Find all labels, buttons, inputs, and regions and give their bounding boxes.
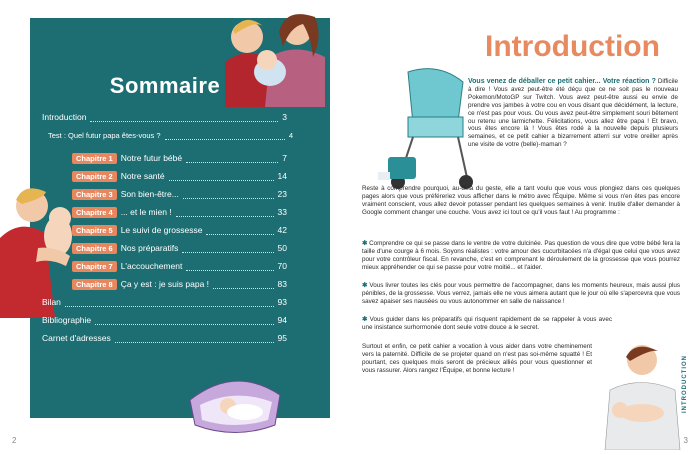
toc-row-chapitre-8[interactable] xyxy=(72,276,287,292)
toc-leader xyxy=(65,298,274,307)
paragraph-2: Reste à comprendre pourquoi, au-delà du geste, elle a tant voulu que vous vous plongiez dans ces quelques pages alors que vous préféreriez vous afficher dans le métro avec l'Équipe. Même si vous n'en êtes pas encore vraiment conscient, vous allez devoir potasser pendant les quelques semaines à venir. Inutile d'aller demander à Google comment changer une couche. Vous avez ici tout ce qu'il vous faut ! Au programme : xyxy=(362,185,680,216)
toc-row-bibliographie[interactable] xyxy=(42,312,287,328)
bullet-2 xyxy=(362,282,680,306)
bullet-1 xyxy=(362,240,680,272)
toc-row-chapitre-3[interactable] xyxy=(72,186,287,202)
stroller-illustration xyxy=(378,62,478,192)
asterisk-icon: ✱ xyxy=(362,282,370,289)
page-number-left: 2 xyxy=(12,436,17,445)
side-section-label: INTRODUCTION xyxy=(682,355,688,413)
toc-label: Notre futur bébé xyxy=(120,153,183,163)
toc-label: Introduction xyxy=(42,112,87,122)
chapter-badge: Chapitre 5 xyxy=(72,225,117,236)
toc-leader xyxy=(206,226,273,235)
toc-leader xyxy=(176,208,274,217)
toc-label: Bilan xyxy=(42,297,61,307)
toc-label: Carnet d'adresses xyxy=(42,333,111,343)
baby-bassinet-illustration xyxy=(180,370,290,440)
toc-label: Son bien-être... xyxy=(120,189,179,199)
toc-page: 23 xyxy=(277,189,287,199)
toc-leader xyxy=(186,154,278,163)
bullet-1-text: Comprendre ce qui se passe dans le ventre de votre dulcinée. Pas question de vous dire que votre bébé fera la taille d'une courge à 6 mois. Soyons réalistes : votre amour des cucurbitacées n'a d'égal que celui que vous avez pour votre contrôleur fiscal. En revanche, c'est en comprenant le déroulement de la grossesse que vous pourrez mieux appréhender ce qui se passe pour votre moitié... et l'aider. xyxy=(362,240,680,271)
side-section-tab xyxy=(682,355,692,415)
toc-page: 50 xyxy=(277,243,287,253)
chapter-badge: Chapitre 3 xyxy=(72,189,117,200)
toc-row-chapitre-6[interactable] xyxy=(72,240,287,256)
paragraph-1: Difficile à dire ! Vous avez peut-être été déçu que ce ne soit pas le nouveau Pokemon/MotoGP sur Twitch. Vous avez peut-être aussi eu envie de prendre vos jambes à votre cou en vous disant que décidément, la lecture, ce n'est pas pour vous. Ou vous avez peut-être simplement souri bêtement ou retenu une larmichette. Félicitations, vous allez être papa ! Et bravo, vous êtes encore là ! Vous êtes rodé à la nouvelle depuis plusieurs semaines, et ce petit cahier a bizarrement atterri sur votre oreiller après une visite de votre (belle)-maman ? xyxy=(468,78,678,149)
lead-question: Vous venez de déballer ce petit cahier... Votre réaction ? xyxy=(468,78,656,85)
lead-paragraph xyxy=(468,78,678,149)
bullet-2-text: Vous livrer toutes les clés pour vous permettre de l'accompagner, dans les moments heureux, mais aussi plus pénibles, de la grossesse. Vous verrez, jamais elle ne vous aimera autant que le jour où elle s'apercevra que vous savez apaiser ses nausées ou vous autonommer en salle de naissance ! xyxy=(362,282,680,305)
introduction-title: Introduction xyxy=(485,30,660,63)
bullet-3-text: Vous guider dans les préparatifs qui risquent rapidement de se rappeler à vous avec une insistance surhormonée dont seule votre douce a le secret. xyxy=(362,316,612,331)
toc-page: 83 xyxy=(277,279,287,289)
toc-label: Le suivi de grossesse xyxy=(120,225,203,235)
toc-page: 70 xyxy=(277,261,287,271)
toc-leader xyxy=(90,113,278,122)
toc-page: 7 xyxy=(282,153,287,163)
toc-label: L'accouchement xyxy=(120,261,183,271)
toc-leader xyxy=(115,334,274,343)
toc-page: 4 xyxy=(288,130,293,140)
toc-row-carnet-adresses[interactable] xyxy=(42,330,287,346)
toc-leader xyxy=(183,190,274,199)
toc-page: 3 xyxy=(282,112,287,122)
toc-page: 14 xyxy=(277,171,287,181)
toc-label: ... et le mien ! xyxy=(120,207,172,217)
toc-page: 94 xyxy=(277,315,287,325)
toc-label: Ça y est : je suis papa ! xyxy=(120,279,210,289)
sommaire-title: Sommaire xyxy=(109,73,221,98)
chapter-badge: Chapitre 8 xyxy=(72,279,117,290)
toc-label: Test : Quel futur papa êtes-vous ? xyxy=(48,130,161,140)
toc-row-bilan[interactable] xyxy=(42,294,287,310)
toc-page: 95 xyxy=(277,333,287,343)
toc-leader xyxy=(169,172,274,181)
chapter-badge: Chapitre 2 xyxy=(72,171,117,182)
toc-row-chapitre-7[interactable] xyxy=(72,258,287,274)
toc-row-chapitre-2[interactable] xyxy=(72,168,287,184)
chapter-badge: Chapitre 6 xyxy=(72,243,117,254)
toc-row-chapitre-5[interactable] xyxy=(72,222,287,238)
chapter-badge: Chapitre 1 xyxy=(72,153,117,164)
dad-holding-baby-illustration xyxy=(600,335,685,450)
toc-leader xyxy=(182,244,273,253)
chapter-badge: Chapitre 7 xyxy=(72,261,117,272)
toc-row-introduction[interactable] xyxy=(42,109,287,125)
toc-leader xyxy=(186,262,273,271)
bullet-3 xyxy=(362,316,612,332)
toc-row-test[interactable] xyxy=(42,127,293,143)
toc-leader xyxy=(95,316,273,325)
chapter-badge: Chapitre 4 xyxy=(72,207,117,218)
toc-page: 42 xyxy=(277,225,287,235)
page-number-right: 3 xyxy=(683,436,688,445)
toc-leader xyxy=(213,280,273,289)
toc-leader xyxy=(165,131,285,140)
toc-label: Bibliographie xyxy=(42,315,92,325)
toc-label: Notre santé xyxy=(120,171,165,181)
asterisk-icon: ✱ xyxy=(362,240,370,247)
toc-page: 93 xyxy=(277,297,287,307)
toc-row-chapitre-4[interactable] xyxy=(72,204,287,220)
toc-page: 33 xyxy=(277,207,287,217)
toc-label: Nos préparatifs xyxy=(120,243,179,253)
closing-paragraph: Surtout et enfin, ce petit cahier a vocation à vous aider dans votre cheminement vers la paternité. Difficile de se projeter quand on n'est pas soi-même squatté ! Et pourtant, ces quelques mois seront de précieux alliés pour vous questionner et vous rassurer. Alors rangez l'Équipe, et bonne lecture ! xyxy=(362,343,592,374)
toc-row-chapitre-1[interactable] xyxy=(72,150,287,166)
asterisk-icon: ✱ xyxy=(362,316,370,323)
right-page xyxy=(350,0,700,455)
couple-with-baby-illustration xyxy=(225,2,325,107)
